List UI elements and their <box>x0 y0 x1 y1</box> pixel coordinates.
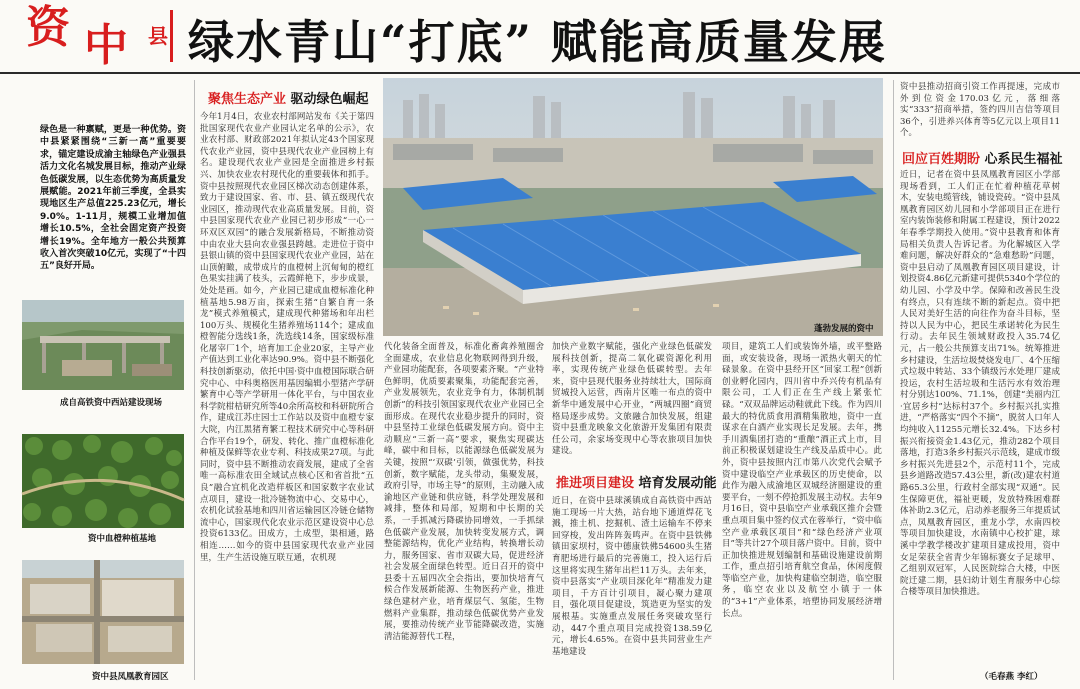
photo-caption: 成自高铁资中西站建设现场 <box>60 398 163 408</box>
photo-caption: 资中县凤凰教育园区 <box>92 672 169 682</box>
article-column-5a: 资中县推动招商引资工作再提速，完成市外到位资金170.03亿元，落细落实“333”招商举措，签约四川吉信等项目36个，引进养兴体育等5亿元以上项目11个。 <box>900 82 1060 139</box>
section-heading <box>556 472 717 491</box>
article-column-4: 项目，建筑工人们或装饰外墙，或平整路面，或安装设备，现场一派热火朝天的忙碌景象。在资中县经开区“回家工程”创新创业孵化园内，四川省中乔兴传有机品有限公司，工人们正在生产线上紧张忙碌。“双双品牌运动鞋就此下线。作为四川最大的特优质食用酒精集散地，资中一直谋求在白酒产业实现长足发展。去年，携手川酒集团打造的“重酿”酒正式上市，目前正积极谋划建设生产线及品质中心。此外，资中县按照内江市第八次党代会赋予资中建设临空产业承载区的历史使命，以此作为融入成渝地区双城经济圈建设的重要平台，一刻不停抢抓发展主动权。去年9月16日，资中县临空产业承载区推介会暨重点项目集中签约仪式在蓉举行，“资中临空产业承载区项目”和“绿色经济产业项目”等共计27个项目落户资中。目前，资中正加快推进规划编制和基础设施建设前期工作，重点招引培育航空食品，休闲度假等临空产业，加快构建临空制造，临空服务，临空农业以及航空小镇于一体的“3+1”产业体系，培塑协同发展经济增长点。 <box>722 342 882 619</box>
article-column-2: 代化装备全面普及，标准化畜禽养殖圈舍全面建成，农业信息化物联网得到升级，产业园功能配套，各项要素齐聚。“产业特色鲜明，优质要素聚集，功能配套完善，产业发展领先，农业竞争有力，体制机制创新”的科技引领国家现代农业产业园已全面形成。在现代农业稳步提升的同时，资中县坚持工业绿色低碳发展方向。资中主动顺应“三新一高”要求，聚焦实现碳达峰，碳中和目标，以能源绿色低碳发展为关键，按照“‘双碳’引领，做强优势，科技创新，数字赋能，龙头带动，集聚发展，政府引导，市场主导”的原则，主动融入成渝地区产业链和供应链，科学处理发展和减排，整体和局部，短期和中长期的关系，一手抓减污降碳协同增效，一手抓绿色低碳产业发展，加快转变发展方式，调整能源结构，优化产业结构，转换增长动力，服务国家、省市双碳大局，促进经济社会发展全面绿色转型。近日召开的资中县委十五届四次全会指出，要加快培育气候合作发展新能源、生物医药产业，推进绿色建材产业，培育煤层气、氢能，生物燃料产业集群，推动绿色低碳优势产业发展，要推动传统产业节能降碳改造，实施清洁能源替代工程， <box>384 342 544 642</box>
photo-railway-station <box>22 300 184 390</box>
main-photo-caption: 蓬勃发展的资中 <box>814 324 874 334</box>
page-headline: 绿水青山“打底” 赋能高质量发展 <box>188 15 887 69</box>
photo-orange-orchard <box>22 434 184 528</box>
column-rule <box>194 80 195 680</box>
section-heading-red: 聚焦生态产业 <box>208 92 287 107</box>
photo-education-park <box>22 560 184 664</box>
byline: （毛春燕 李红） <box>980 672 1043 682</box>
top-rule <box>0 72 1080 74</box>
county-logo-char: 资 <box>26 2 70 53</box>
masthead-divider <box>170 10 173 62</box>
masthead <box>0 0 1080 70</box>
section-heading-red: 回应百姓期盼 <box>902 152 981 167</box>
article-column-3b: 近日，在资中县球溪镇成自高铁资中西站施工现场一片大热，站台地下通道焊花飞溅，推土机、挖掘机、渣土运输车不停来回穿梭，发出阵阵轰鸣声。在资中县铁佛镇田家坝村，资中德康铁佛54600头生猪育肥场进行最后的完善施工，投入运行后这里将实现生猪年出栏11万头。去年来，资中县落实“产业项目深化年”精准发力建项目，千方百计引项目，凝心聚力建项目，强化项目促建设，筑造更为坚实的发展根基。实施重点发展任务突破攻坚行动，447个重点项目完成投资138.59亿元，增长4.65%。在资中县共同营业生产基地建设 <box>552 496 712 657</box>
county-logo-char: 中 <box>84 20 128 71</box>
article-column-5b: 近日，记者在资中县凤凰教育园区小学部现场看到，工人们正在忙着种植花草树木，安装电缆管线，铺设瓷砖。“资中县凤凰教育园区幼儿园和小学部项目正在进行室内装饰装修和附属工程建设，预计2022年春季学期投入使用。”资中县教育和体育局相关负责人告诉记者。为化解城区入学难问题，解决好群众的“急难愁盼”问题，资中县启动了凤凰教育园区项目建设，计划投资4.86亿元新建可提供5340个学位的幼儿园、小学及中学。保障和改善民生没有终点，只有连续不断的新起点。资中把人民对美好生活的向往作为奋斗目标，坚持以人民为中心，把民生承诺转化为民生行动。去年民生领域财政投入35.74亿元，占一般公共预算支出71%。统筹推进乡村建设，生活垃圾焚烧发电厂、4个压缩式垃圾中转站、33个镇级污水处理厂建成投运，农村生活垃圾和生活污水有效治理村分别达100%、71.1%，创建“美丽内江·宜居乡村”达标村37个。乡村振兴扎实推进，“严格落实“四个不摘”，脱贫人口年人均纯收入11255元增长32.4%。下达乡村振兴衔接资金1.43亿元，推动282个项目落地，打造3条乡村振兴示范线，建成市级乡村振兴先进县2个，示范村11个，完成县乡道路改造57.43公里，新(改)建农村道路65.3公里，行政村全部实现“双通”。民生保障更优，福祉更暖，发放特殊困难群体补助2.3亿元，启动养老服务三年提质试点，凤凰教育园区，重龙小学，水南四校等项目加快建设，水南镇中心校扩建，球溪中学教学楼改扩建项目建成投用，资中女足荣获全省青少年锦标赛女子足球甲、乙组别双冠军，人民医院综合大楼，中医院迁建二期，县妇幼计划生育服务中心综合楼等项目加快推进。 <box>900 170 1060 598</box>
column-rule <box>893 80 894 680</box>
photo-caption: 资中血橙种植基地 <box>88 534 157 544</box>
section-heading-red: 推进项目建设 <box>556 476 635 491</box>
section-heading-black: 培育发展动能 <box>638 476 717 491</box>
county-logo-char: 县 <box>148 24 168 48</box>
lede-paragraph: 绿色是一种禀赋，更是一种优势。资中县紧紧围绕“三新一高”重要要求，锚定建设成渝主轴绿色产业强县活力文化名城发展目标，推动产业绿色低碳发展，以生态优势为高质量发展赋能。2021年前三季度，全县实现地区生产总值225.23亿元，增长9.0%。1-11月，规模工业增加值增长10.5%，全社会固定资产投资增长19%。全年地方一般公共预算收入首次突破10亿元，实现了“十四五”良好开局。 <box>40 125 186 272</box>
article-column-1: 今年1月4日，农业农村部网站发布《关于第四批国家现代农业产业园认定名单的公示》，农业农村部、财政部2021年拟认定43个国家现代农业产业园，资中县现代农业产业园榜上有名。建设现代农业产业园是全面推进乡村振兴、加快农业农村现代化的重要载体和抓手。资中县按照现代农业园区梯次动态创建体系，致力于建设国家、省、市、县、镇五级现代农业园区，推动现代农业高质量发展。目前，资中县国家现代农业产业园已初步形成“一心一环双区双园”的融合发展新格局，不断推动资中由农业大县向农业强县跨越。走进位于资中县银山镇的资中县国家现代农业产业园，站在山顶俯瞰，成带成片的血橙树上沉甸甸的橙红色果实挂满了枝头，云霞鲜艳下，步步成景，处处是画。如今，产业园已建成血橙标准化种植基地5.98万亩，探索生猪“自繁自育一条龙”模式养殖模式，建成现代种猪场和年出栏100万头、规模化生猪养殖场114个；建成血橙智能分选线1条，洗选线14条，国家级标准化屠宰厂1个，培育加工企业20家，主导产业产值达到工业化率达90.9%。资中县不断强化科技创新驱动，依托中国·资中血橙国际联合研究中心、中科奥格医用基因编辑小型猪产学研繁育中心等产学研用一体化平台，与中国农业科学院柑桔研究所等40余所高校和科研院所合作，建成江苏庄园士工作站以及资中血橙专家大院，内江黑猪育繁工程技术研究中心等科研合作平台19个，研发、转化、推广血橙标准化种植及保鲜等农业专利、科技成果27项。与此同时，资中县不断推动农商发展，建成了全省唯一高标准农田全域试点核心区和省首批“五良”融合宜机化改造样板区和国家数字农业试点项目，建设一批冷链物流中心、交易中心，农机化试验基地和四川省运输园区冷链仓储物流中心，国家现代化农业示范区建设资中心总投资6133亿。田成方，土成型，渠相通，路相连……如今的资中县国家现代农业产业园里，生产生活设施互联互通，农机现 <box>200 112 374 563</box>
section-heading-black: 心系民生福祉 <box>984 152 1063 167</box>
section-heading <box>902 148 1063 167</box>
section-heading-black: 驱动绿色崛起 <box>290 92 369 107</box>
main-photo-logistics-park <box>383 78 883 336</box>
article-column-3a: 加快产业数字赋能，强化产业绿色低碳发展科技创新，提高二氧化碳资源化利用率，实现传统产业绿色低碳转型。去年来，资中县现代服务业持续壮大，国际商贸城投入运营，西南片区唯一布点的资中新华中通发展中心开业，“两城四圈”商贸格局逐步成势。文旅融合加快发展，组建资中县重龙映象文化旅游开发集团有限责任公司，余家场变现中心等农旅项目加快建设。 <box>552 342 712 457</box>
section-heading <box>208 88 369 107</box>
